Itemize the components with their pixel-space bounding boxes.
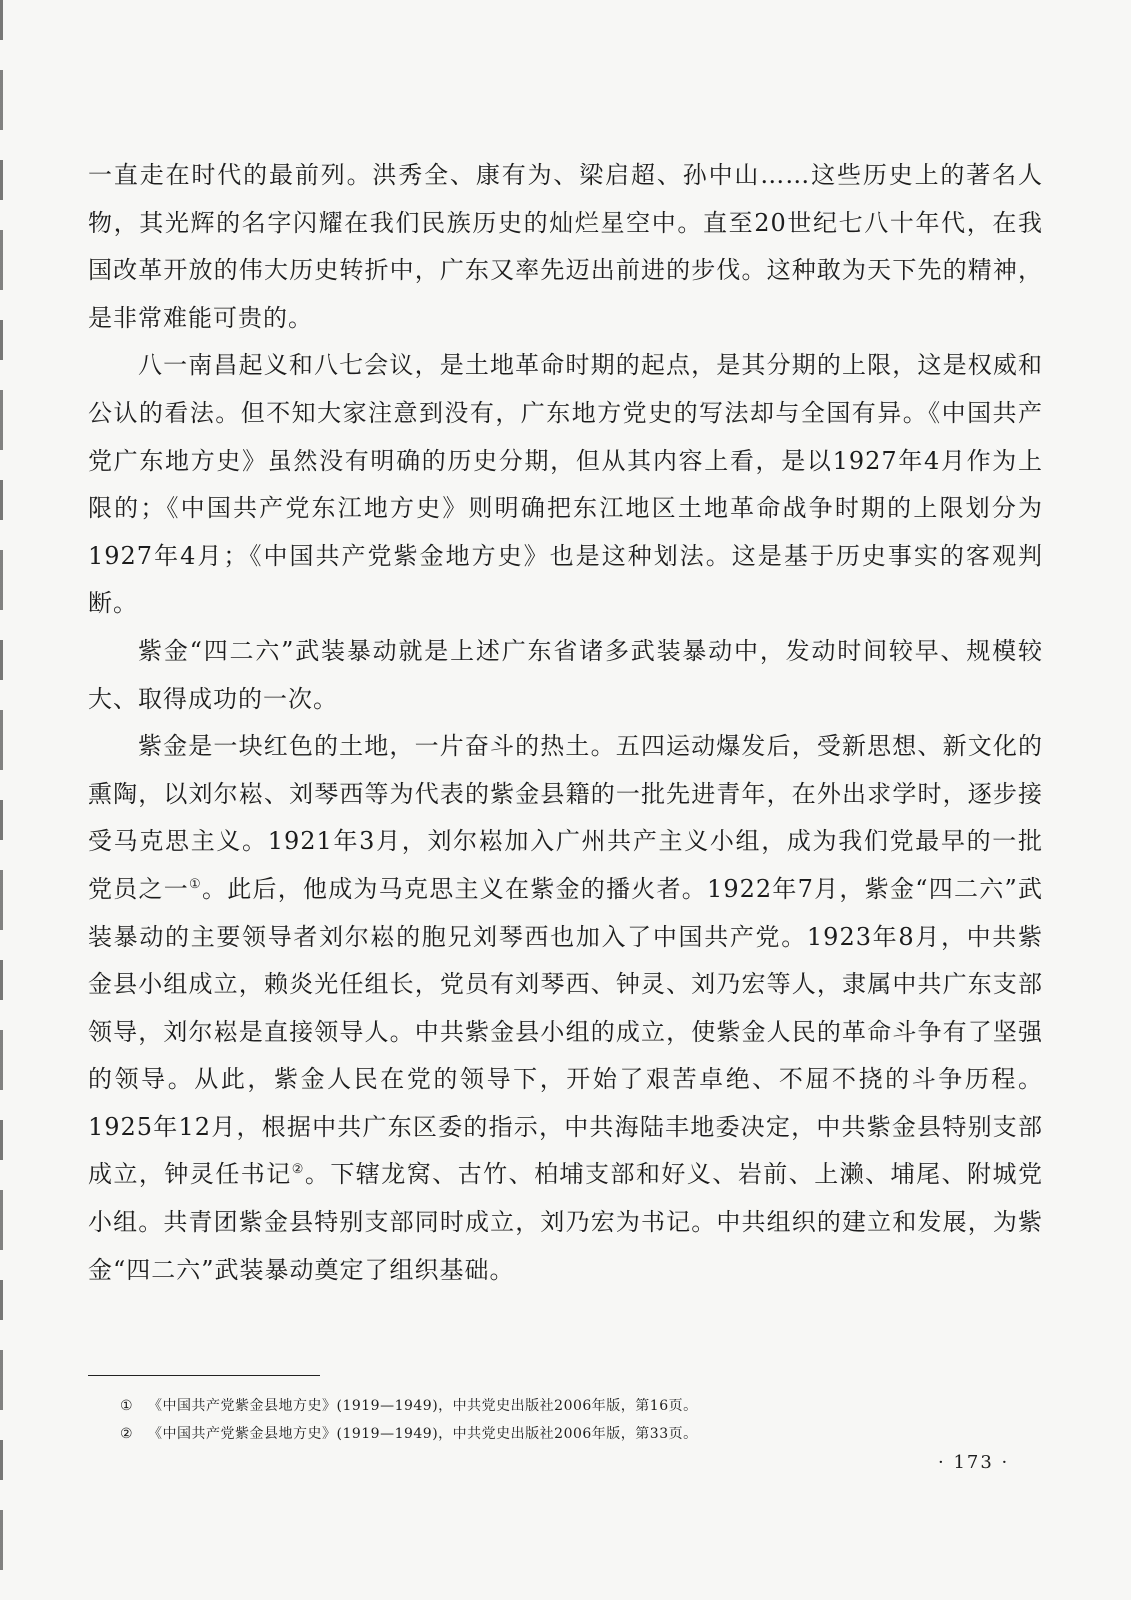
footnotes: [120, 1392, 1020, 1448]
scan-edge: [0, 0, 3, 1600]
paragraph-3: 紫金“四二六”武装暴动就是上述广东省诸多武装暴动中，发动时间较早、规模较大、取得成功的一次。: [88, 636, 1043, 713]
paragraph-4-part-b: 。此后，他成为马克思主义在紫金的播火者。1922年7月，紫金“四二六”武装暴动的主要领导者刘尔崧的胞兄刘琴西也加入了中国共产党。1923年8月，中共紫金县小组成立，赖炎光任组长，党员有刘琴西、钟灵、刘乃宏等人，隶属中共广东支部领导，刘尔崧是直接领导人。中共紫金县小组的成立，使紫金人民的革命斗争有了坚强的领导。从此，紫金人民在党的领导下，开始了艰苦卓绝、不屈不挠的斗争历程。1925年12月，根据中共广东区委的指示，中共海陆丰地委决定，中共紫金县特别支部成立，钟灵任书记: [88, 874, 1044, 1189]
footnote-ref-1: ①: [189, 876, 202, 892]
paragraph-4: [88, 723, 1043, 1294]
footnote-1: [120, 1392, 1020, 1420]
footnote-divider: [88, 1375, 320, 1376]
paragraph-2: 八一南昌起义和八七会议，是土地革命时期的起点，是其分期的上限，这是权威和公认的看法。但不知大家注意到没有，广东地方党史的写法却与全国有异。《中国共产党广东地方史》虽然没有明确的历史分期，但从其内容上看，是以1927年4月作为上限的；《中国共产党东江地方史》则明确把东江地区土地革命战争时期的上限划分为1927年4月；《中国共产党紫金地方史》也是这种划法。这是基于历史事实的客观判断。: [88, 351, 1043, 618]
footnote-ref-2: ②: [291, 1162, 305, 1178]
body-text: [88, 152, 1043, 1294]
paragraph-1: 一直走在时代的最前列。洪秀全、康有为、梁启超、孙中山……这些历史上的著名人物，其光辉的名字闪耀在我们民族历史的灿烂星空中。直至20世纪七八十年代，在我国改革开放的伟大历史转折中，广东又率先迈出前进的步伐。这种敢为天下先的精神，是非常难能可贵的。: [88, 161, 1043, 332]
footnote-text: 《中国共产党紫金县地方史》(1919—1949)，中共党史出版社2006年版，第33页。: [148, 1426, 698, 1442]
paragraph-4-part-c: 。下辖龙窝、古竹、柏埔支部和好义、岩前、上濑、埔尾、附城党小组。共青团紫金县特别支部同时成立，刘乃宏为书记。中共组织的建立和发展，为紫金“四二六”武装暴动奠定了组织基础。: [88, 1160, 1043, 1284]
paragraph-4-part-a: 紫金是一块红色的土地，一片奋斗的热土。五四运动爆发后，受新思想、新文化的熏陶，以刘尔崧、刘琴西等为代表的紫金县籍的一批先进青年，在外出求学时，逐步接受马克思主义。1921年3月，刘尔崧加入广州共产主义小组，成为我们党最早的一批党员之一: [88, 732, 1043, 903]
page-number: · 173 ·: [938, 1452, 1010, 1473]
footnote-text: 《中国共产党紫金县地方史》(1919—1949)，中共党史出版社2006年版，第16页。: [148, 1398, 698, 1414]
footnote-mark: ②: [120, 1426, 134, 1442]
footnote-2: [120, 1420, 1020, 1448]
footnote-mark: ①: [120, 1398, 134, 1414]
